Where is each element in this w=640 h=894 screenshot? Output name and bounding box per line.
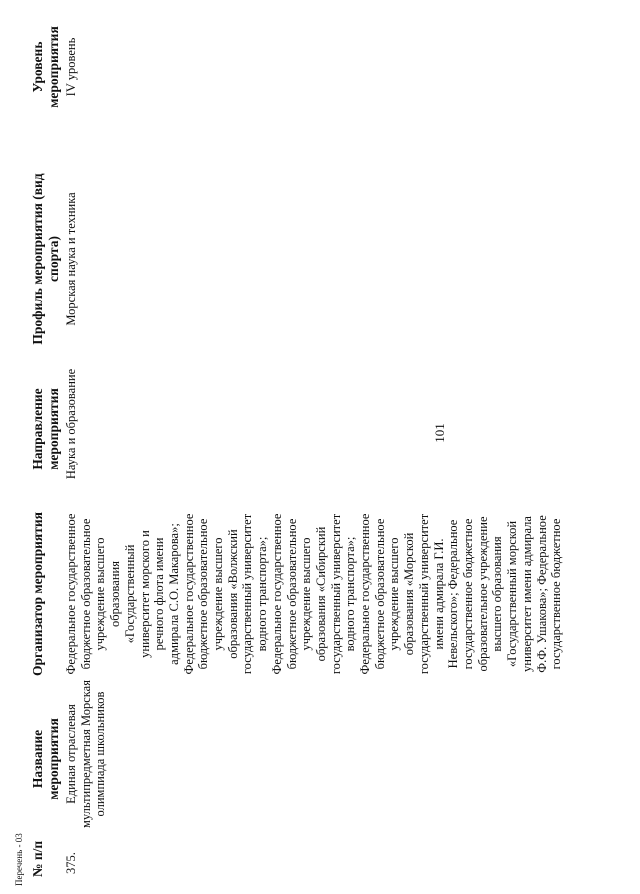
organizer-line: Федеральное государственное (269, 513, 284, 675)
header-organizer: Организатор мероприятия (30, 512, 45, 676)
direction-cell: Наука и образование (64, 368, 78, 480)
organizer-line: бюджетное образовательное (284, 518, 299, 670)
header-number: № п/п (30, 840, 45, 878)
footer-label: Перечень - 03 (14, 833, 24, 886)
organizer-line: адмирала С.О. Макарова»; (166, 523, 181, 665)
organizer-line: имени адмирала Г.И. (431, 538, 446, 650)
level-cell: IV уровень (64, 37, 78, 97)
organizer-line: государственный университет (240, 513, 255, 675)
organizer-line: государственный университет (416, 513, 431, 675)
organizer-line: образования «Сибирский (313, 526, 328, 662)
organizer-line: Федеральное государственное (64, 513, 78, 675)
page-number: 101 (432, 423, 447, 443)
organizer-line: образования (108, 561, 123, 627)
organizer-line: учреждение высшего (93, 537, 108, 651)
organizer-line: бюджетное образовательное (196, 518, 211, 670)
header-level: Уровень мероприятия (30, 26, 61, 108)
organizer-line: Федеральное государственное (358, 513, 373, 675)
organizer-line: Федеральное государственное (181, 513, 196, 675)
organizer-line: университет имени адмирала (519, 516, 534, 672)
organizer-line: учреждение высшего (211, 537, 226, 651)
organizer-line: учреждение высшего (299, 537, 314, 651)
organizer-line: образовательное учреждение (475, 516, 490, 672)
header-profile: Профиль мероприятия (вид спорта) (30, 173, 61, 345)
organizer-line: бюджетное образовательное (78, 518, 93, 670)
organizer-line: водного транспорта»; (255, 536, 270, 652)
organizer-line: государственный университет (328, 513, 343, 675)
organizer-cell (64, 504, 564, 684)
organizer-line: учреждение высшего (387, 537, 402, 651)
organizer-line: бюджетное образовательное (372, 518, 387, 670)
event-name: Единая отраслевая мультипредметная Морская олимпиада школьников (64, 680, 108, 828)
organizer-line: Невельского»; Федеральное (446, 519, 461, 669)
organizer-line: государственное бюджетное (460, 518, 475, 670)
row-number: 375. (64, 852, 78, 874)
organizer-line: образования «Морской (402, 532, 417, 656)
header-event-name: Название мероприятия (30, 718, 61, 800)
organizer-line: высшего образования (490, 536, 505, 652)
header-direction: Направление мероприятия (30, 388, 61, 470)
organizer-line: «Государственный морской (505, 520, 520, 668)
organizer-line: университет морского и (137, 530, 152, 658)
profile-cell: Морская наука и техника (64, 192, 78, 326)
organizer-line: Ф.Ф. Ушакова»; Федеральное (534, 515, 549, 673)
organizer-line: «Государственный (122, 544, 137, 644)
organizer-line: речного флота имени (152, 537, 167, 651)
organizer-line: водного транспорта»; (343, 536, 358, 652)
organizer-line: государственное бюджетное (549, 518, 564, 670)
organizer-line: образования «Волжский (225, 529, 240, 659)
